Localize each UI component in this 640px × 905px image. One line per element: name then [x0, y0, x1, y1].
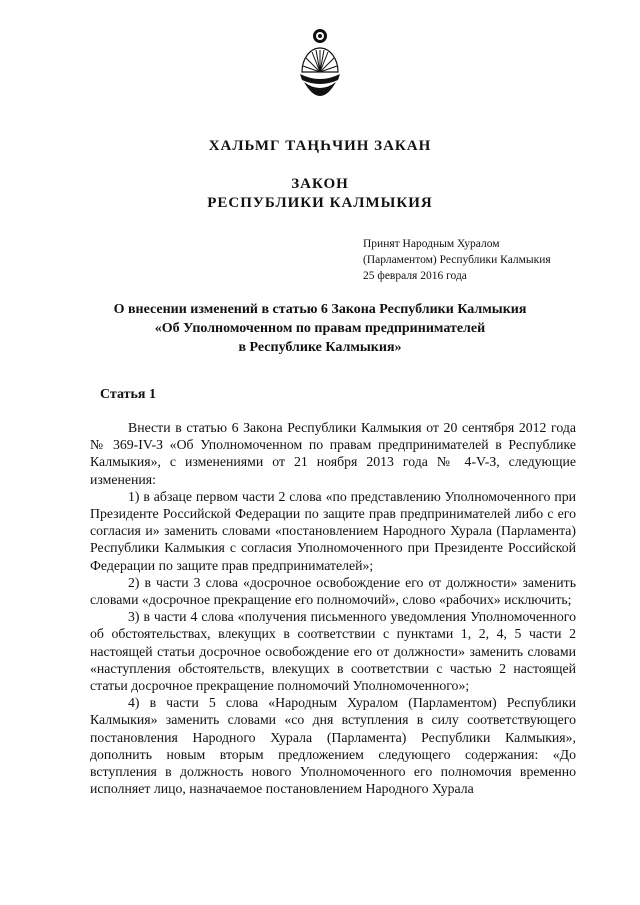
adoption-date: 25 февраля 2016 года [363, 270, 467, 282]
article-paragraph: 1) в абзаце первом части 2 слова «по представлению Уполномоченного при Президенте Российской Федерации по защите прав предпринимателей либо с его согласия и» заменить словами «постановлением Народного Хурала (Парламента) Республики Калмыкия с согласия Уполномоченного при Президенте Российской Федерации по защите прав предпринимателей»; [90, 488, 576, 573]
coat-of-arms-emblem [298, 28, 342, 98]
article-body [90, 419, 576, 797]
article-paragraph: 4) в части 5 слова «Народным Хуралом (Парламентом) Республики Калмыкия» заменить словами «со дня вступления в силу соответствующего постановления Народного Хурала (Парламента) Республики Калмыкия», дополнить новым вторым предложением следующего содержания: «До вступления в должность нового Уполномоченного его полномочия временно исполняет лицо, назначаемое постановлением Народного Хурала [90, 695, 576, 797]
adoption-line: Принят Народным Хуралом [363, 238, 500, 250]
kalmyk-law-heading: ХАЛЬМГ ТАҢҺЧИН ЗАКАН [208, 138, 432, 154]
article-paragraph: Внести в статью 6 Закона Республики Калмыкия от 20 сентября 2012 года № 369-IV-З «Об Уполномоченном по правам предпринимателей в Республике Калмыкия», с изменениями от 21 ноября 2013 года № 4-V-З, следующие изменения: [90, 420, 576, 487]
article-paragraph: 2) в части 3 слова «досрочное освобождение его от должности» заменить словами «досрочное прекращение его полномочий», слово «рабочих» исключить; [90, 574, 576, 608]
adoption-note [363, 236, 551, 284]
law-title-line: в Республике Калмыкия» [238, 340, 402, 355]
adoption-line: (Парламентом) Республики Калмыкия [363, 254, 551, 266]
law-heading: ЗАКОН [291, 176, 349, 192]
law-title [0, 300, 640, 357]
article-heading: Статья 1 [100, 387, 156, 402]
law-title-line: О внесении изменений в статью 6 Закона Республики Калмыкия [113, 302, 527, 317]
republic-heading: РЕСПУБЛИКИ КАЛМЫКИЯ [207, 195, 433, 211]
law-title-line: «Об Уполномоченном по правам предпринимателей [154, 321, 486, 336]
article-paragraph: 3) в части 4 слова «получения письменного уведомления Уполномоченного об обстоятельствах, влекущих в соответствии с пунктами 1, 2, 4, 5 части 2 настоящей статьи досрочное освобождение его от должности» заменить словами «наступления обстоятельств, влекущих в соответствии с частью 2 настоящей статьи досрочное прекращение полномочий Уполномоченного»; [90, 609, 576, 694]
